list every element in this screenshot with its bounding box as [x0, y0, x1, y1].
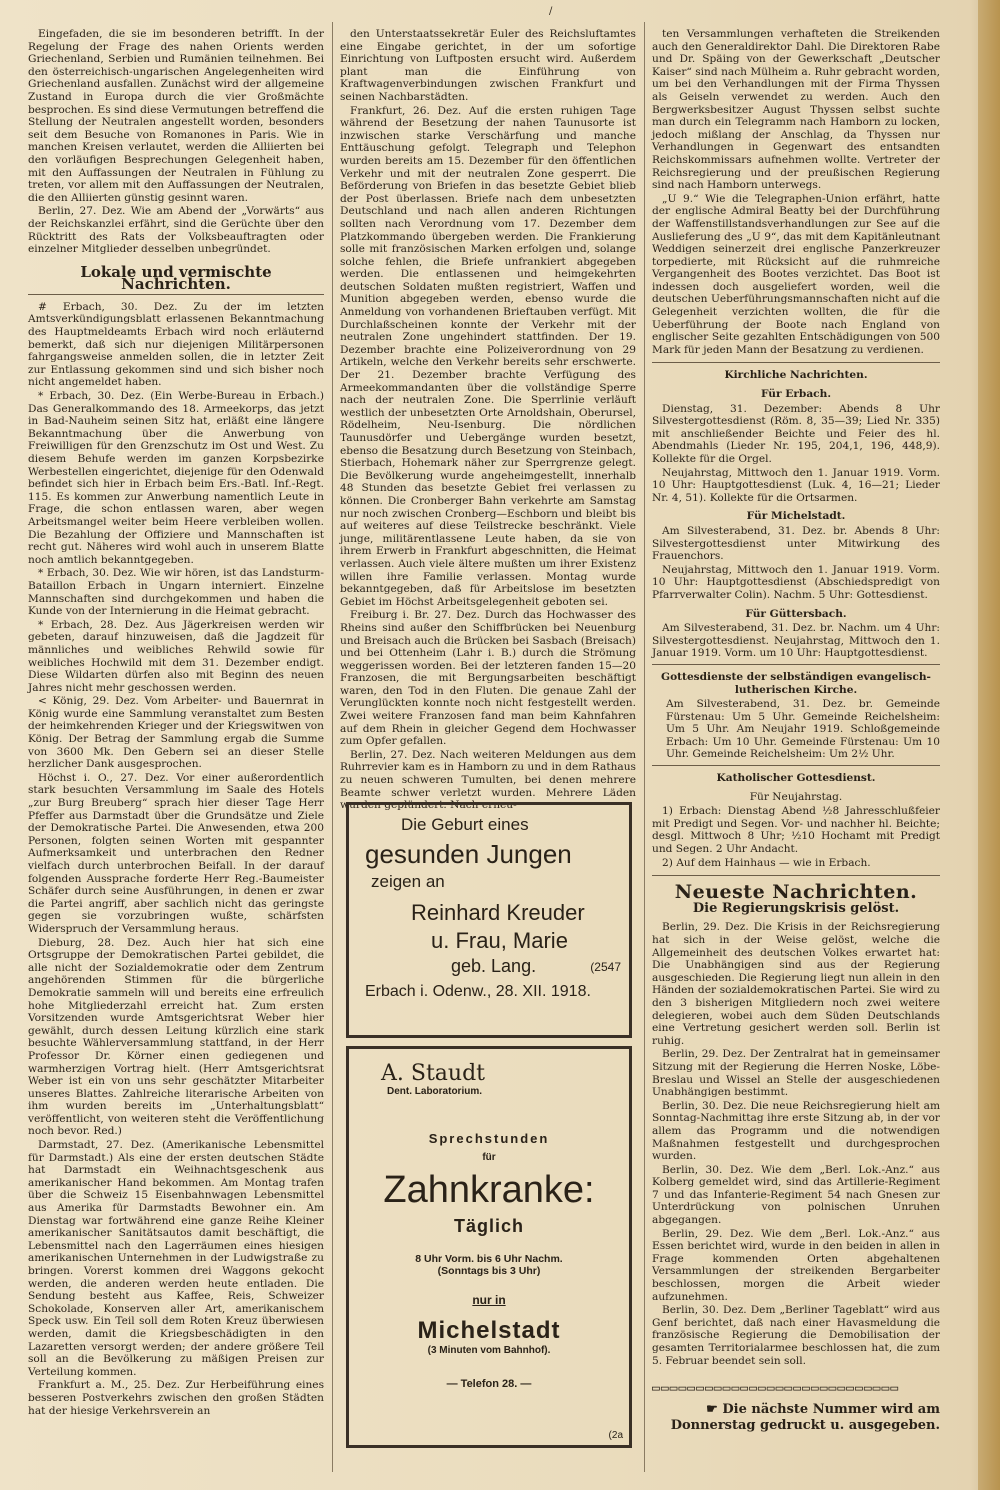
ad-reference: (2547 — [590, 960, 621, 974]
sunday-hours: (Sonntags bis 3 Uhr) — [437, 1265, 541, 1277]
article-paragraph: Berlin, 27. Dez. Wie am Abend der „Vorwärts“ aus der Reichskanzlei erfährt, sind die Gerüchte über den Rücktritt des Rats der Volksbeauftragten oder einzelner Mitglieder desselben unbegründet. — [28, 205, 324, 256]
catholic-heading: Katholischer Gottesdienst. — [716, 772, 876, 785]
dentist-ad — [346, 1046, 632, 1448]
column-3 — [652, 28, 940, 1468]
top-mark: / — [549, 6, 553, 17]
ad-line: nur in — [472, 1293, 506, 1307]
consultation-hours-heading: Sprechstunden — [428, 1131, 550, 1146]
ad-line: für — [482, 1152, 496, 1163]
dentist-name: A. Staudt — [381, 1061, 485, 1086]
article-paragraph: „U 9.“ Wie die Telegraphen-Union erfährt, hatte der englische Admiral Beatty bei der Durchführung der Waffenstillstandsverhandlungen zur See auf die Auslieferung des „U 9“, das mit dem Kapitänleutnant Weddigen seinerzeit drei englische Panzerkreuzer torpedierte, mit Rücksicht auf die ruhmreiche Vergangenheit des Bootes verzichtet. Das Boot ist indessen doch ausgeliefert worden, weil die deutschen Ueberführungsmannschaften nicht auf die Gelegenheit verzichten wollten, die für die Ueberführung der Boote nach England von englischer Seite gezahlten Entschädigungen von 500 Mark für jeden Mann der Besatzung zu verdienen. — [652, 192, 940, 356]
article-paragraph: Frankfurt a. M., 25. Dez. Zur Herbeiführung eines besseren Postverkehrs zwischen den großen Städten hat der hiesige Verkehrsverein an — [28, 1379, 324, 1417]
article-paragraph: Höchst i. O., 27. Dez. Vor einer außerordentlich stark besuchten Versammlung im Saale des Hotels „zur Burg Breuberg“ sprach hier dieser Tage Herr Pfeffer aus Darmstadt über die Grundsätze und Ziele der Demokratische Partei. Die Anwesenden, etwa 200 Personen, folgten seinen Worten mit gespannter Aufmerksamkeit und unterbrachen den Redner vielfach durch unterbrochen Beifall. In der darauf folgenden Aussprache forderte Herr Reg.-Baumeister Schäfer durch seine Ausführungen, in denen er zwar die Partei angriff, aber sachlich nicht das geringste gegen sie vorzubringen wußte, schärfsten Widerspruch der Versammlung heraus. — [28, 771, 324, 935]
article-paragraph: * Erbach, 30. Dez. (Ein Werbe-Bureau in Erbach.) Das Generalkommando des 18. Armeekorps, das jetzt in Bad-Nauheim seinen Sitz hat, erläßt eine längere Bekanntmachung über die Anwerbung von Freiwilligen für den Grenzschutz im Ost und West. Zu diesem Behufe werden im ganzen Korpsbezirke Werbestellen eingerichtet, diejenige für den Odenwald befindet sich hier in Erbach beim Ers.-Batl. Inf.-Regt. 115. Es kommen zur Anwerbung namentlich Leute in Frage, die schon entlassen waren, aber wegen Arbeitsmangel weiter beim Heere verbleiben wollen. Die Bezahlung der Offiziere und Mannschaften ist recht gut. Näheres wird wohl auch in unserem Blatte noch amtlich bekanntgegeben. — [28, 390, 324, 566]
divider — [652, 664, 940, 665]
latest-news-subheading: Die Regierungskrisis gelöst. — [692, 900, 900, 916]
ad-headline: gesunden Jungen — [365, 839, 572, 869]
service-paragraph: Dienstag, 31. Dezember: Abends 8 Uhr Silvestergottesdienst (Röm. 8, 35—39; Lied Nr. 335) mit anschließender Beichte und Feier des hl. Abendmahls (Lieder Nr. 195, 204,1, 196, 448,9). Kollekte für die Orgel. — [652, 402, 940, 465]
opening-hours: 8 Uhr Vorm. bis 6 Uhr Nachm. — [415, 1253, 563, 1265]
catholic-subheading: Für Neujahrstag. — [749, 790, 843, 803]
parish-heading: Für Michelstadt. — [746, 510, 846, 523]
news-paragraph: Berlin, 30. Dez. Die neue Reichsregierung hielt am Sonntag-Nachmittag ihre erste Sitzung ab, in der vor allem das Programm und die notwendigen Maßnahmen festgestellt und durchgesprochen wurden. — [652, 1099, 940, 1163]
ad-name: Reinhard Kreuder — [411, 900, 585, 925]
maiden-name: geb. Lang. — [451, 956, 537, 976]
column-rule — [644, 22, 645, 1472]
page-edge — [978, 0, 1000, 1490]
article-paragraph: Dieburg, 28. Dez. Auch hier hat sich eine Ortsgruppe der Demokratischen Partei gebildet, die alle nicht der Sozialdemokratie oder dem Zentrum angehörenden Stimmen für die bürgerliche Demokratie sammeln will und bereits eine erfreulich hohe Mitgliederzahl erreicht hat. Zum ersten Vorsitzenden wurde Amtsgerichtsrat Weber hier gewählt, durch dessen Leitung kürzlich eine stark besuchte Wählerversammlung stattfand, in der Herr Professor Dr. Körner einen gediegenen und warmherzigen Vortrag hielt. (Herr Amtsgerichtsrat Weber ist ein von uns sehr geschätzter Mitarbeiter unseres Blattes. Zahlreiche literarische Arbeiten von ihm wurden bereits im „Unterhaltungsblatt“ veröffentlicht, von weiteren steht die Veröffentlichung noch bevor. Red.) — [28, 936, 324, 1138]
service-paragraph: Am Silvesterabend, 31. Dez. br. Gemeinde Fürstenau: Um 5 Uhr. Gemeinde Reichelsheim: Um 5 Uhr. Am Neujahr 1919. Schloßgemeinde Erbach: Um 10 Uhr. Gemeinde Fürstenau: Um 10 Uhr. Gemeinde Reichelsheim: Um 2½ Uhr. — [666, 698, 940, 761]
news-paragraph: Berlin, 30. Dez. Wie dem „Berl. Lok.-Anz.“ aus Kolberg gemeldet wird, sind das Artillerie-Regiment 7 und das Infanterie-Regiment 54 nach Gnesen zur Unterdrückung von polnischen Unruhen abgegangen. — [652, 1163, 940, 1227]
parish-heading: Für Güttersbach. — [745, 607, 847, 620]
divider — [652, 765, 940, 766]
decorative-border: ▭▭▭▭▭▭▭▭▭▭▭▭▭▭▭▭▭▭▭▭▭▭▭▭▭▭▭▭ — [652, 1381, 900, 1397]
section-heading: Lokale und vermischte Nachrichten. — [28, 266, 324, 295]
ad-name: u. Frau, Marie — [431, 928, 568, 953]
service-paragraph: Am Silvesterabend, 31. Dez. br. Nachm. um 4 Uhr: Silvestergottesdienst. Neujahrstag, Mittwoch den 1. Januar 1919. Vorm. um 10 Uhr: Hauptgottesdienst. — [652, 622, 940, 660]
church-news-heading: Kirchliche Nachrichten. — [724, 369, 868, 382]
birth-announcement-ad — [346, 802, 632, 1038]
service-paragraph: Neujahrstag, Mittwoch den 1. Januar 1919. Vorm. 10 Uhr: Hauptgottesdienst (Abschiedspredigt von Pfarrverwalter Colin). Nachm. 5 Uhr: Gottesdienst. — [652, 563, 940, 601]
article-paragraph: Berlin, 27. Dez. Nach weiteren Meldungen aus dem Ruhrrevier kam es in Hamborn zu und in dem Rathaus zu neuen schweren Tumulten, bei denen mehrere Beamte schwer verletzt wurden. Mehrere Läden wurden geplündert. Nach erneu- — [340, 748, 636, 812]
next-issue-notice: ☛ Die nächste Nummer wird am Donnerstag gedruckt u. ausgegeben. — [670, 1401, 940, 1433]
ad-line: Täglich — [453, 1216, 524, 1236]
news-paragraph: Berlin, 29. Dez. Die Krisis in der Reichsregierung hat sich in der Weise gelöst, welche die Allgemeinheit des deutschen Volkes erwartet hat: Die Unabhängigen sind aus der Regierung ausgeschieden. Die Regierung liegt nun allein in den Händen der sozialdemokratischen Partei. Sie wird zu den 3 bisherigen Mitgliedern noch zwei weitere delegieren, wobei auch dem Süden Deutschlands eine Vertretung gesichert werden soll. Berlin ist ruhig. — [652, 921, 940, 1047]
article-paragraph: # Erbach, 30. Dez. Zu der im letzten Amtsverkündigungsblatt erlassenen Bekanntmachung des Hauptmeldeamts Erbach wird noch erläuternd bemerkt, daß sich nur diejenigen Militärpersonen fahrgangsweise anmelden sollen, die in letzter Zeit zur Entlassung gekommen sind und sich bisher noch nicht angemeldet haben. — [28, 300, 324, 389]
column-1 — [28, 28, 324, 1468]
article-paragraph: Frankfurt, 26. Dez. Auf die ersten ruhigen Tage während der Besetzung der nahen Taunusorte ist inzwischen starke Verschärfung und manche Enttäuschung gefolgt. Telegraph und Telephon wurden bereits am 15. Dezember für den öffentlichen Verkehr und mit der neutralen Zone gesperrt. Die Beförderung von Briefen in das besetzte Gebiet blieb der Post überlassen. Briefe nach dem unbesetzten Deutschland und nach allen anderen Richtungen sollten nach Verordnung vom 17. Dezember dem Platzkommando übergeben werden. Die Frankierung solle mit französischen Marken erfolgen und, solange solche fehlen, die Briefe unfrankiert abgegeben werden. Die entlassenen und heimgekehrten deutschen Soldaten mußten registriert, Waffen und Munition abgegeben werden, ebenso wurde die Anmeldung von vorhandenen Brieftauben verfügt. Mit Durchlaßscheinen konnte der Verkehr mit der neutralen Zone ungehindert stattfinden. Der 19. Dezember brachte eine Polizeiverordnung von 29 Artikeln, welche den Verkehr bereits sehr erschwerte. Der 21. Dezember brachte Verfügung des Armeekommandanten über die vollständige Sperre nach der neutralen Zone. Die Sperrlinie verläuft westlich der unbesetzten Orte Arnoldshain, Oberursel, Rödelheim, Neu-Isenburg. Die nördlichen Taunusdörfer und Uebergänge wurden besetzt, ebenso die Besatzung durch Besetzung von Steinbach, Stierbach, Hohemark näher zur Sperrgrenze gelegt. Die Bevölkerung wurde angeheimgestellt, innerhalb 48 Stunden das besetzte Gebiet frei verlassen zu können. Die Cronberger Bahn verkehrte am Samstag nur noch zwischen Cronberg—Eschborn und bleibt bis auf weiteres auf diese Teilstrecke beschränkt. Viele junge, militärentlassene Leute haben, da sie von ihrem Erwerb in Frankfurt abgeschnitten, die Heimat verlassen. Auch viele ältere mußten um ihrer Existenz willen ihre Familie verlassen. Montag wurde bekanntgegeben, daß für Arbeitslose im besetzten Gebiet im Höchst Arbeitsgelegenheit geboten sei. — [340, 104, 636, 608]
service-paragraph: 2) Auf dem Hainhaus — wie in Erbach. — [662, 856, 871, 869]
location-note: (3 Minuten vom Bahnhof). — [427, 1345, 551, 1356]
ad-place-date: Erbach i. Odenw., 28. XII. 1918. — [365, 983, 591, 1000]
news-paragraph: Berlin, 29. Dez. Wie dem „Berl. Lok.-Anz.“ aus Essen berichtet wird, wurde in den beiden in allen in Frage kommenden Orten abgehaltenen Versammlungen der streikenden Bergarbeiter beschlossen, morgen die Arbeit wieder aufzunehmen. — [652, 1227, 940, 1303]
service-paragraph: Neujahrstag, Mittwoch den 1. Januar 1919. Vorm. 10 Uhr: Hauptgottesdienst (Luk. 4, 16—21; Lieder Nr. 4, 51). Kollekte für die Ortsarmen. — [652, 466, 940, 504]
ad-reference: (2a — [608, 1430, 623, 1441]
latest-news-heading: Neueste Nachrichten. — [674, 881, 918, 904]
news-paragraph: Berlin, 29. Dez. Der Zentralrat hat in gemeinsamer Sitzung mit der Regierung die Herren Noske, Löbe-Breslau und Wissel an Stelle der ausgeschiedenen Unabhängigen bestimmt. — [652, 1048, 940, 1099]
ad-line — [451, 956, 621, 977]
news-paragraph: Berlin, 30. Dez. Dem „Berliner Tageblatt“ wird aus Genf berichtet, daß nach einer Havasmeldung die französische Regierung die Demobilisation der gesamten Territorialarmee beschlossen hat, die zum 5. Februar beendet sein soll. — [652, 1304, 940, 1367]
article-paragraph: Freiburg i. Br. 27. Dez. Durch das Hochwasser des Rheins sind außer den Schiffbrücken bei Neuenburg und Breisach auch die Brücken bei Sasbach (Breisach) und bei Ottenheim (Lahr i. B.) durch die Strömung weggerissen worden. Bei der letzteren fanden 15—20 Franzosen, die mit Bergungsarbeiten beschäftigt waren, den Tod in den Fluten. Die genaue Zahl der Verunglückten konnte noch nicht festgestellt werden. Zwei weitere Franzosen fand man beim Kahnfahren auf dem Rhein in gleicher Gegend dem Hochwasser zum Opfer gefallen. — [340, 609, 636, 748]
service-paragraph: 1) Erbach: Dienstag Abend ½8 Jahresschlußfeier mit Predigt und Segen. Vor- und nachher hl. Beichte; desgl. Mittwoch 8 Uhr; ½10 Hochamt mit Predigt und Segen. 2 Uhr Andacht. — [652, 805, 940, 856]
divider — [652, 875, 940, 876]
column-2 — [340, 28, 636, 812]
parish-heading: Für Erbach. — [760, 388, 832, 401]
town-name: Michelstadt — [417, 1317, 561, 1344]
article-paragraph: * Erbach, 28. Dez. Aus Jägerkreisen werden wir gebeten, darauf hinzuweisen, daß die Jagdzeit für männliches und weibliches Rehwild sowie für weibliches Hochwild mit dem 31. Dezember endigt. Diese Wildarten dürfen also mit Beginn des neuen Jahres nicht mehr geschossen werden. — [28, 618, 324, 694]
ad-line: zeigen an — [371, 872, 445, 891]
article-paragraph: ten Versammlungen verhafteten die Streikenden auch den Generaldirektor Dahl. Die Direktoren Rabe und Dr. Späing von der Gewerkschaft „Deutscher Kaiser“ sind nach Mülheim a. Ruhr gebracht worden, um bei den Verhandlungen mit der Firma Thyssen als Geiseln verwendet zu werden. Auch den Bergwerksbesitzer August Thyssen selbst suchte man durch ein Telegramm nach Hamborn zu locken, jedoch mißlang der Anschlag, da Thyssen nur Verhandlungen in Gegenwart des entsandten Reichskommissars aufnehmen wollte. Vertreter der Reichsregierung und der preußischen Regierung sind nach Hamborn unterwegs. — [652, 28, 940, 192]
service-paragraph: Am Silvesterabend, 31. Dez. br. Abends 8 Uhr: Silvestergottesdienst unter Mitwirkung des Frauenchors. — [652, 524, 940, 563]
article-paragraph: Eingefaden, die sie im besonderen betrifft. In der Regelung der Frage des nahen Orients werden Griechenland, Serbien und Rumänien teilnehmen. Bei den österreichisch-ungarischen Angelegenheiten wird Griechenland ausfallen. Zunächst wird der allgemeine Zustand in Europa durch die vier Großmächte besprochen. Es sind diese Vermutungen betreffend die Stellung der Neutralen angestellt worden, besonders seit dem Besuche von Romanones in Paris. Wie in manchen Kreisen verlautet, werden die Alliierten bei den vorläufigen Besprechungen Gelegenheit haben, mit den Auffassungen der Neutralen in Fühlung zu treten, vor allem mit den Auffassungen der Neutralen, die den Alliierten günstig gesinnt waren. — [28, 28, 324, 204]
lutheran-heading: Gottesdienste der selbständigen evangelisch-lutherischen Kirche. — [661, 670, 931, 696]
divider — [652, 362, 940, 363]
article-paragraph: * Erbach, 30. Dez. Wie wir hören, ist das Landsturm-Bataillon Erbach in Ungarn interniert. Einzelne Mannschaften sind durchgekommen und haben die Kunde von der Internierung in die Heimat gebracht. — [28, 567, 324, 618]
column-rule — [332, 22, 333, 1472]
telephone: — Telefon 28. — — [446, 1378, 532, 1390]
article-paragraph: < König, 29. Dez. Vom Arbeiter- und Bauernrat in König wurde eine Sammlung veranstaltet zum Besten der heimkehrenden Krieger und der Kriegswitwen von König. Der Betrag der Sammlung ergab die Summe von 3600 Mk. Den Gebern sei an dieser Stelle herzlicher Dank ausgesprochen. — [28, 695, 324, 771]
article-paragraph: den Unterstaatssekretär Euler des Reichsluftamtes eine Eingabe gerichtet, in der um sofortige Einrichtung von Luftposten ersucht wird. Außerdem plant man die Einführung von Kraftwagenverbindungen zwischen Frankfurt und seinen Nachbarstädten. — [340, 28, 636, 103]
dentist-lab: Dent. Laboratorium. — [387, 1086, 483, 1097]
ad-line: Die Geburt eines — [401, 815, 529, 834]
article-paragraph: Darmstadt, 27. Dez. (Amerikanische Lebensmittel für Darmstadt.) Als eine der ersten deutschen Städte hat Darmstadt ein Weihnachtsgeschenk aus amerikanischer Hand bekommen. Am Montag trafen über die Schweiz 15 Eisenbahnwagen Lebensmittel aus Amerika für Darmstadts Bewohner ein. Am Dienstag war fortwährend eine ganze Reihe Kleiner amerikanischer Sanitätsautos damit beschäftigt, die Lebensmittel nach den Lagerräumen eines hiesigen amerikanischen Unternehmen in der Ludwigstraße zu bringen. Vorerst kommen drei Waggons gekocht werden, die anderen werden heute entladen. Die Sendung besteht aus Kaffee, Reis, Schweizer Schokolade, Konserven aller Art, amerikanischem Speck usw. Ein Teil soll dem Roten Kreuz überwiesen werden, damit die Kriegsbeschädigten in den Lazaretten versorgt werden; der andere größere Teil soll an die Bevölkerung zu mäßigen Preisen zur Verteilung kommen. — [28, 1139, 324, 1378]
ad-headline: Zahnkranke: — [383, 1169, 595, 1211]
